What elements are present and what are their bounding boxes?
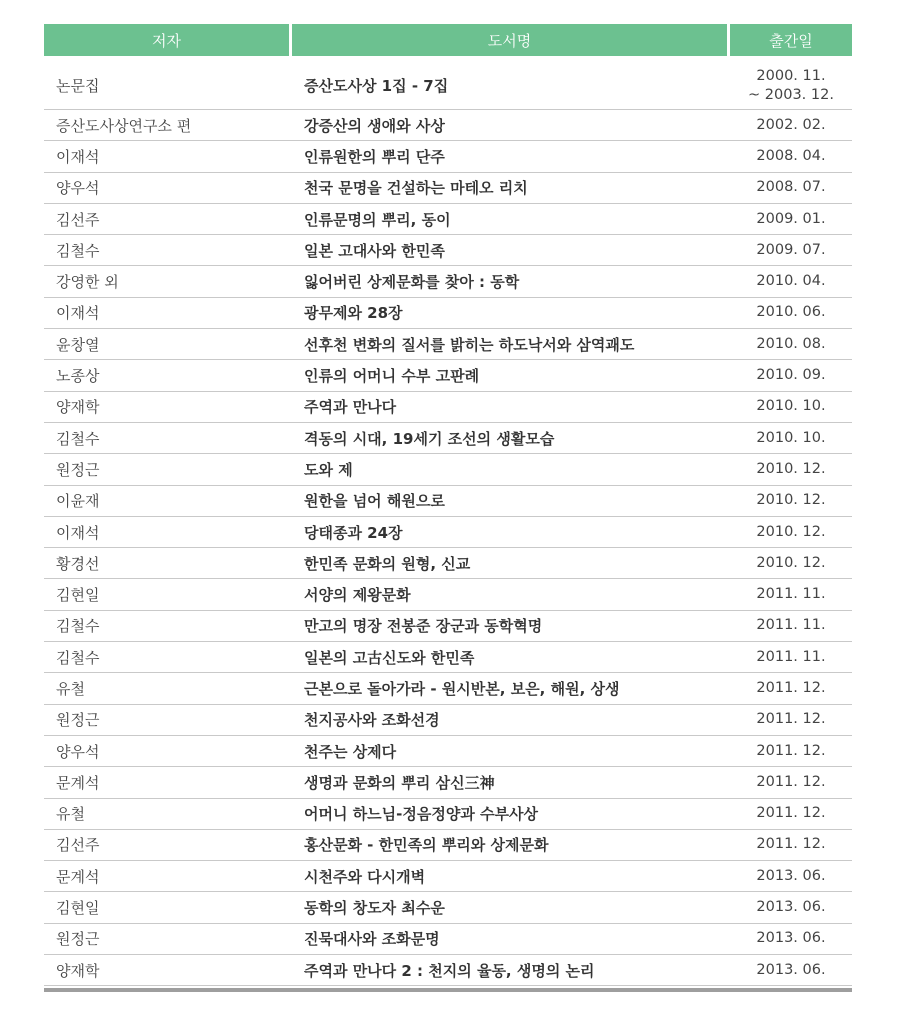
table-row [44,548,852,579]
author-cell: 이윤재 [56,492,100,511]
author-cell: 김철수 [56,429,100,448]
table-row [44,235,852,266]
author-cell: 김현일 [56,899,100,918]
title-cell: 인류의 어머니 수부 고판례 [304,367,480,386]
date-cell: 2013. 06. [756,961,826,978]
title-cell: 천국 문명을 건설하는 마테오 리치 [304,179,528,198]
table-row [44,454,852,485]
table-row [44,360,852,391]
table-row [44,642,852,673]
table-row [44,767,852,798]
title-cell: 한민족 문화의 원형, 신교 [304,554,471,573]
table-row [44,892,852,923]
table-row [44,204,852,235]
date-cell: 2008. 07. [756,179,826,196]
title-cell: 만고의 명장 전봉준 장군과 동학혁명 [304,617,543,636]
book-table [44,24,852,992]
date-cell: 2010. 12. [756,554,826,571]
author-cell: 이재석 [56,147,100,166]
author-cell: 김선주 [56,210,100,229]
author-cell: 이재석 [56,304,100,323]
title-cell: 광무제와 28장 [304,304,403,323]
author-cell: 원정근 [56,711,100,730]
table-row [44,830,852,861]
title-cell: 증산도사상 1집 - 7집 [304,77,449,95]
title-cell: 동학의 창도자 최수운 [304,899,445,918]
table-row [44,110,852,141]
date-cell: 2009. 07. [756,241,826,258]
date-cell: 2010. 10. [756,429,826,446]
table-row [44,861,852,892]
author-cell: 김현일 [56,586,100,605]
table-row [44,266,852,297]
header-author: 저자 [44,24,289,56]
table-row [44,799,852,830]
author-cell: 윤창열 [56,335,100,354]
date-cell: 2010. 12. [756,523,826,540]
table-row [44,329,852,360]
author-cell: 문계석 [56,773,100,792]
author-cell: 이재석 [56,523,100,542]
table-row [44,173,852,204]
table-bottom-rule [44,988,852,992]
date-cell: 2011. 12. [756,679,826,696]
author-cell: 원정근 [56,930,100,949]
title-cell: 격동의 시대, 19세기 조선의 생활모습 [304,429,555,448]
date-cell: 2011. 12. [756,711,826,728]
author-cell: 황경선 [56,554,100,573]
date-cell: 2011. 11. [756,648,826,665]
table-row [44,392,852,423]
title-cell: 강증산의 생애와 사상 [304,116,445,135]
date-cell: 2011. 12. [756,836,826,853]
date-cell: 2011. 12. [756,773,826,790]
title-cell: 서양의 제왕문화 [304,586,411,605]
title-cell: 원한을 넘어 해원으로 [304,492,445,511]
author-cell: 양재학 [56,398,100,417]
date-cell: 2013. 06. [756,899,826,916]
title-cell: 일본의 고古신도와 한민족 [304,648,475,667]
table-row [44,736,852,767]
author-cell: 양우석 [56,179,100,198]
table-row [44,298,852,329]
title-cell: 선후천 변화의 질서를 밝히는 하도낙서와 삼역괘도 [304,335,635,354]
title-cell: 주역과 만나다 2 : 천지의 율동, 생명의 논리 [304,961,595,980]
author-cell: 김철수 [56,241,100,260]
table-row [44,955,852,986]
date-cell: 2013. 06. [756,930,826,947]
table-row [44,141,852,172]
table-row [44,517,852,548]
author-cell: 유철 [56,679,85,698]
date-cell: 2010. 09. [756,367,826,384]
title-cell: 생명과 문화의 뿌리 삼신三神 [304,773,495,792]
date-cell: 2011. 11. [756,617,826,634]
date-cell: 2010. 12. [756,460,826,477]
date-cell: 2002. 02. [756,116,826,133]
header-title: 도서명 [292,24,727,56]
title-cell: 잃어버린 상제문화를 찾아 : 동학 [304,273,520,292]
table-row [44,611,852,642]
title-cell: 인류원한의 뿌리 단주 [304,147,445,166]
date-cell: 2011. 12. [756,805,826,822]
table-row [44,60,852,110]
table-body [44,60,852,986]
date-cell: 2013. 06. [756,867,826,884]
table-row [44,423,852,454]
author-cell: 유철 [56,805,85,824]
table-row [44,705,852,736]
author-cell: 논문집 [56,77,100,95]
date-cell: 2010. 12. [756,492,826,509]
title-cell: 홍산문화 - 한민족의 뿌리와 상제문화 [304,836,549,855]
author-cell: 증산도사상연구소 편 [56,116,192,135]
date-cell: 2009. 01. [756,210,826,227]
author-cell: 문계석 [56,867,100,886]
date-cell: 2010. 10. [756,398,826,415]
date-cell: 2010. 04. [756,273,826,290]
title-cell: 천주는 상제다 [304,742,397,761]
title-cell: 일본 고대사와 한민족 [304,241,445,260]
title-cell: 당태종과 24장 [304,523,403,542]
date-cell: 2010. 08. [756,335,826,352]
author-cell: 양재학 [56,961,100,980]
table-row [44,924,852,955]
date-cell: 2011. 12. [756,742,826,759]
author-cell: 양우석 [56,742,100,761]
title-cell: 어머니 하느님-정음정양과 수부사상 [304,805,539,824]
author-cell: 김철수 [56,648,100,667]
title-cell: 인류문명의 뿌리, 동이 [304,210,451,229]
author-cell: 원정근 [56,460,100,479]
title-cell: 시천주와 다시개벽 [304,867,426,886]
table-row [44,486,852,517]
table-header [44,24,852,56]
date-cell: 2011. 11. [756,586,826,603]
title-cell: 주역과 만나다 [304,398,397,417]
title-cell: 진묵대사와 조화문명 [304,930,440,949]
title-cell: 천지공사와 조화선경 [304,711,440,730]
author-cell: 노종상 [56,367,100,386]
date-cell: 2010. 06. [756,304,826,321]
date-cell: 2000. 11. ~ 2003. 12. [748,67,834,103]
header-date: 출간일 [730,24,852,56]
author-cell: 김선주 [56,836,100,855]
table-row [44,673,852,704]
author-cell: 김철수 [56,617,100,636]
title-cell: 도와 제 [304,460,353,479]
date-cell: 2008. 04. [756,147,826,164]
author-cell: 강영한 외 [56,273,119,292]
title-cell: 근본으로 돌아가라 - 원시반본, 보은, 해원, 상생 [304,679,620,698]
table-row [44,579,852,610]
